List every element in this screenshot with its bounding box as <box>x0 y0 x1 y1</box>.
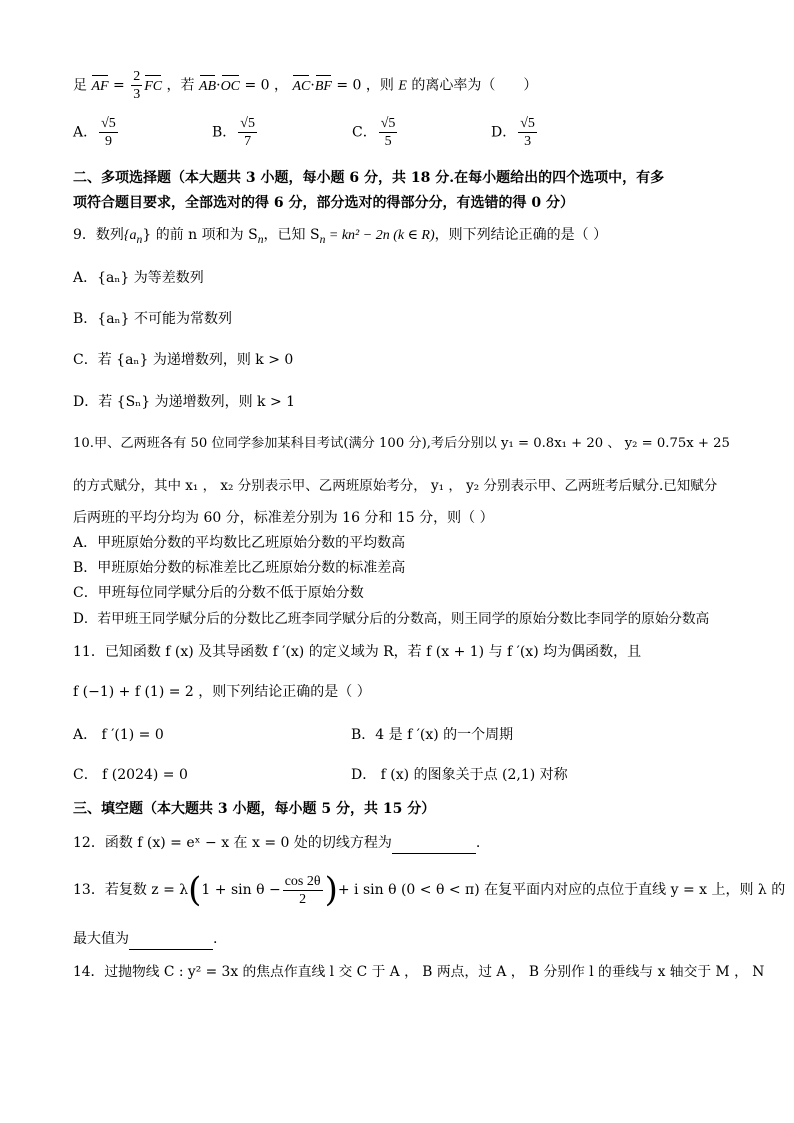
q9-option-a[interactable]: A．{aₙ} 为等差数列 <box>73 270 204 286</box>
q8-option-a[interactable]: A． $\frac{√5}{9}$ <box>73 116 116 149</box>
q11-option-c[interactable]: C． f (2024) = 0 <box>73 767 188 783</box>
q12-answer-blank[interactable] <box>392 833 476 854</box>
q10-stem-line3: 后两班的平均分均为 60 分，标准差分别为 16 分和 15 分，则（ ） <box>73 510 494 526</box>
q12-stem: 12．函数 f (x) = eˣ − x 在 x = 0 处的切线方程为 . <box>73 833 480 854</box>
q10-option-d[interactable]: D．若甲班王同学赋分后的分数比乙班李同学赋分后的分数高，则王同学的原始分数比李同学的原始分数高 <box>73 611 710 627</box>
q8-options <box>73 115 713 155</box>
section2-heading-line2: 项符合题目要求，全部选对的得 6 分，部分选对的得部分分，有选错的得 0 分） <box>73 195 574 211</box>
q8-option-b[interactable]: B． $\frac{√5}{7}$ <box>212 116 255 149</box>
q13-stem: 13．若复数 z = λ(1 + sin θ − $\frac{\cos 2\theta}{2}$ )+ i sin θ (0 < θ < π) 在复平面内对应的点位于直线 y = x 上，则 λ 的 <box>73 870 786 910</box>
q10-stem-line1: 10.甲、乙两班各有 50 位同学参加某科目考试(满分 100 分),考后分别以 y₁ = 0.8x₁ + 20 、 y₂ = 0.75x + 25 <box>73 436 730 451</box>
q10-option-c[interactable]: C．甲班每位同学赋分后的分数不低于原始分数 <box>73 585 364 601</box>
q9-option-b[interactable]: B．{aₙ} 不可能为常数列 <box>73 311 232 327</box>
q13-line2: 最大值为 . <box>73 929 217 950</box>
q11-option-b[interactable]: B．4 是 f ′(x) 的一个周期 <box>351 727 514 743</box>
section3-heading: 三、填空题（本大题共 3 小题，每小题 5 分，共 15 分） <box>73 801 436 817</box>
q9-option-d[interactable]: D．若 {Sₙ} 为递增数列，则 k > 1 <box>73 394 296 410</box>
q9-option-c[interactable]: C．若 {aₙ} 为递增数列，则 k > 0 <box>73 352 294 368</box>
q14-stem: 14．过抛物线 C : y² = 3x 的焦点作直线 l 交 C 于 A ， B 两点，过 A ， B 分别作 l 的垂线与 x 轴交于 M ， N <box>73 964 765 980</box>
q13-answer-blank[interactable] <box>129 929 213 950</box>
section2-heading-line1: 二、多项选择题（本大题共 3 小题，每小题 6 分，共 18 分.在每小题给出的四个选项中，有多 <box>73 170 665 186</box>
q10-option-b[interactable]: B．甲班原始分数的标准差比乙班原始分数的标准差高 <box>73 560 406 576</box>
q8-option-c[interactable]: C． $\frac{√5}{5}$ <box>352 116 396 149</box>
q11-stem-line2: f (−1) + f (1) = 2 ，则下列结论正确的是（ ） <box>73 684 371 700</box>
q11-option-d[interactable]: D． f (x) 的图象关于点 (2,1) 对称 <box>351 767 568 783</box>
q11-stem-line1: 11．已知函数 f (x) 及其导函数 f ′(x) 的定义域为 R，若 f (x + 1) 与 f ′(x) 均为偶函数，且 <box>73 644 642 660</box>
q11-option-a[interactable]: A． f ′(1) = 0 <box>73 727 164 743</box>
q10-option-a[interactable]: A．甲班原始分数的平均数比乙班原始分数的平均数高 <box>73 535 406 551</box>
q8-option-d[interactable]: D． $\frac{√5}{3}$ <box>491 116 535 149</box>
q8-stem: 足 AF = $\frac{2}{3}$ FC ，若 AB·OC = 0 ， AC·BF = 0 ，则 E 的离心率为（ ） <box>73 69 538 102</box>
q9-stem: 9．数列$\{a_n\}$ 的前 n 项和为 $S_n$，已知 $S_n = kn^2 - 2n$ (k ∈ R)，则下列结论正确的是（ ） <box>73 227 608 246</box>
q10-stem-line2: 的方式赋分，其中 x₁ ， x₂ 分别表示甲、乙两班原始考分， y₁ ， y₂ 分别表示甲、乙两班考后赋分.已知赋分 <box>73 478 718 494</box>
